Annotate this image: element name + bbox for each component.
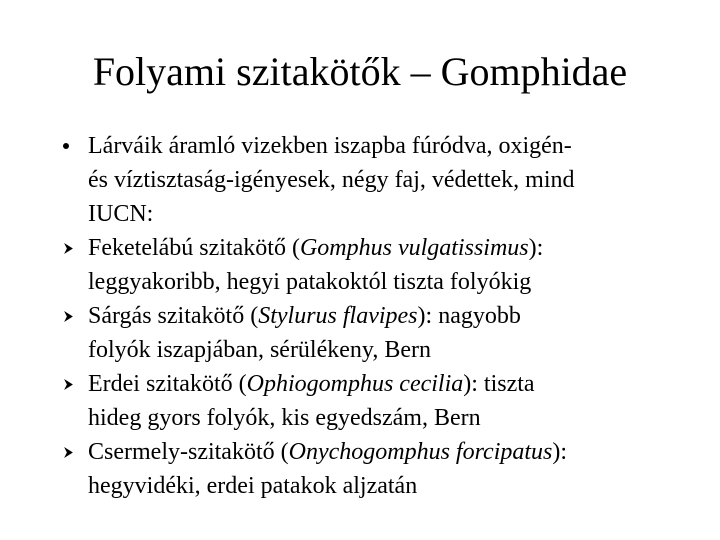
text-line: és víztisztaság-igényesek, négy faj, védettek, mind: [88, 167, 575, 193]
text-line: Feketelábú szitakötő (Gomphus vulgatissimus):: [88, 235, 544, 261]
arrow-bullet-icon: [56, 299, 80, 333]
slide-title: Folyami szitakötők – Gomphidae: [92, 49, 628, 94]
text-line: hideg gyors folyók, kis egyedszám, Bern: [88, 405, 481, 431]
text-line: Lárváik áramló vizekben iszapba fúródva, oxigén-: [88, 133, 572, 159]
species-name: Onychogomphus forcipatus: [288, 439, 553, 465]
species-name: Ophiogomphus cecilia: [246, 371, 464, 397]
text-line: Sárgás szitakötő (Stylurus flavipes): nagyobb: [88, 303, 521, 329]
text-line: Csermely-szitakötő (Onychogomphus forcipatus):: [88, 439, 568, 465]
text-line: Erdei szitakötő (Ophiogomphus cecilia): tiszta: [88, 371, 535, 397]
bullet-list: [56, 129, 656, 503]
list-item: [56, 129, 656, 231]
list-item: [56, 367, 656, 435]
arrow-bullet-icon: [56, 367, 80, 401]
text-line: IUCN:: [88, 201, 154, 227]
text-line: hegyvidéki, erdei patakok aljzatán: [88, 473, 418, 499]
species-name: Gomphus vulgatissimus: [299, 235, 529, 261]
text-line: leggyakoribb, hegyi patakoktól tiszta folyókig: [88, 269, 532, 295]
list-item: [56, 299, 656, 367]
list-item: [56, 435, 656, 503]
arrow-bullet-icon: [56, 231, 80, 265]
species-name: Stylurus flavipes: [258, 303, 418, 329]
bullet-icon: [56, 129, 80, 163]
text-line: folyók iszapjában, sérülékeny, Bern: [88, 337, 431, 363]
list-item: [56, 231, 656, 299]
arrow-bullet-icon: [56, 435, 80, 469]
